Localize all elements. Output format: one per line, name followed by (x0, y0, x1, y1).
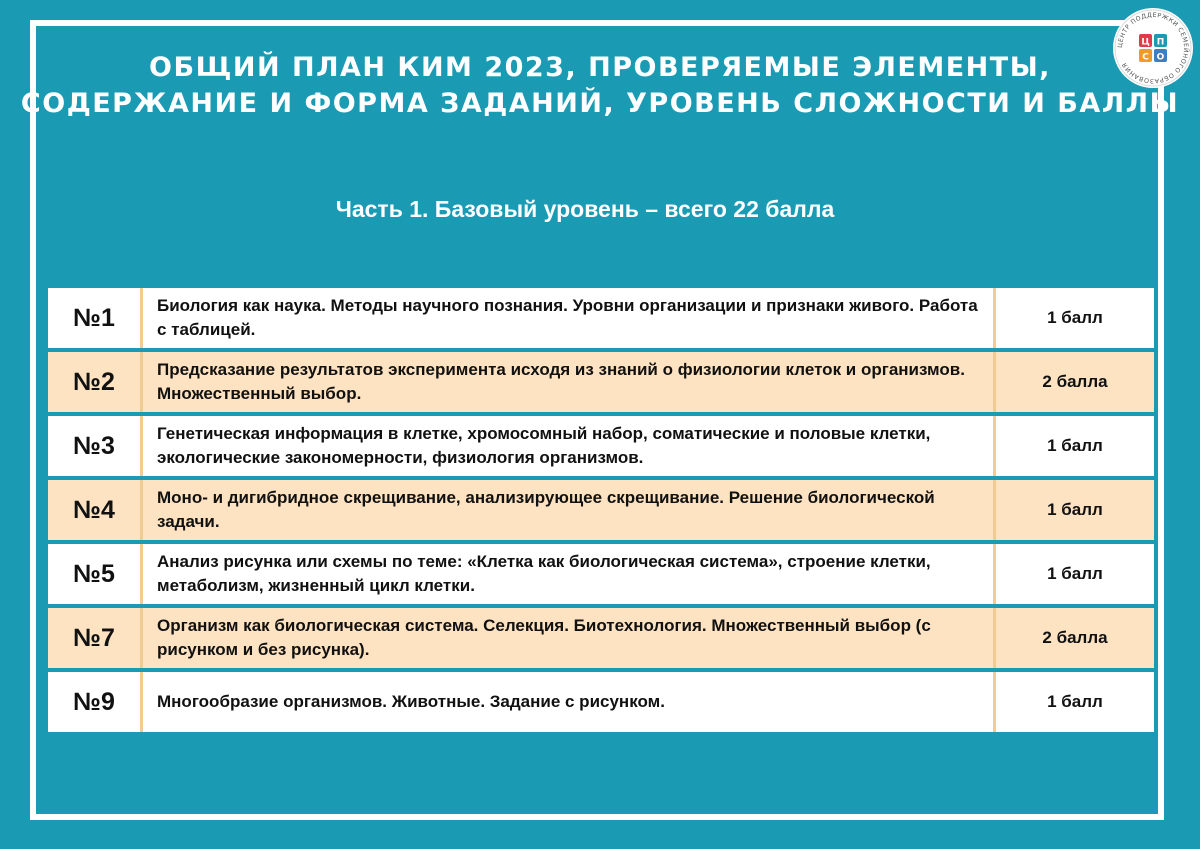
task-points: 1 балл (993, 544, 1154, 604)
task-description: Предсказание результатов эксперимента исходя из знаний о физиологии клеток и организмов. Множественный выбор. (140, 352, 993, 412)
table-row (48, 352, 1154, 412)
logo-letter-1: Ц (1141, 37, 1150, 48)
task-description: Организм как биологическая система. Селекция. Биотехнология. Множественный выбор (с рисунком и без рисунка). (140, 608, 993, 668)
logo (1113, 8, 1193, 88)
task-number: №1 (48, 288, 140, 348)
logo-letter-3: С (1142, 52, 1149, 63)
task-number: №5 (48, 544, 140, 604)
task-number: №9 (48, 672, 140, 732)
task-points: 1 балл (993, 672, 1154, 732)
task-points: 1 балл (993, 288, 1154, 348)
task-points: 1 балл (993, 480, 1154, 540)
task-points: 2 балла (993, 608, 1154, 668)
table-row (48, 672, 1154, 732)
table-row (48, 480, 1154, 540)
logo-letter-2: П (1156, 37, 1165, 48)
task-description: Генетическая информация в клетке, хромосомный набор, соматические и половые клетки, экологические закономерности, физиология организмов. (140, 416, 993, 476)
section-subtitle: Часть 1. Базовый уровень – всего 22 балла (335, 196, 835, 222)
table-row (48, 608, 1154, 668)
title-line-1: ОБЩИЙ ПЛАН КИМ 2023, ПРОВЕРЯЕМЫЕ ЭЛЕМЕНТЫ, (149, 52, 1051, 83)
tasks-table (48, 284, 1154, 736)
task-description: Биология как наука. Методы научного познания. Уровни организации и признаки живого. Работа с таблицей. (140, 288, 993, 348)
logo-letter-4: О (1156, 52, 1165, 63)
table-row (48, 288, 1154, 348)
task-number: №3 (48, 416, 140, 476)
task-number: №7 (48, 608, 140, 668)
table-row (48, 544, 1154, 604)
task-points: 2 балла (993, 352, 1154, 412)
logo-emblem-icon (1113, 8, 1193, 88)
task-number: №2 (48, 352, 140, 412)
task-description: Анализ рисунка или схемы по теме: «Клетка как биологическая система», строение клетки, метаболизм, жизненный цикл клетки. (140, 544, 993, 604)
task-description: Моно- и дигибридное скрещивание, анализирующее скрещивание. Решение биологической задачи. (140, 480, 993, 540)
page-title (0, 50, 1200, 122)
task-description: Многообразие организмов. Животные. Задание с рисунком. (140, 672, 993, 732)
table-row (48, 416, 1154, 476)
task-number: №4 (48, 480, 140, 540)
title-line-2: СОДЕРЖАНИЕ И ФОРМА ЗАДАНИЙ, УРОВЕНЬ СЛОЖНОСТИ И БАЛЛЫ (20, 88, 1180, 119)
task-points: 1 балл (993, 416, 1154, 476)
logo-ring-text: ЦЕНТР ПОДДЕРЖКИ СЕМЕЙНОГО ОБРАЗОВАНИЯ (1116, 11, 1190, 85)
